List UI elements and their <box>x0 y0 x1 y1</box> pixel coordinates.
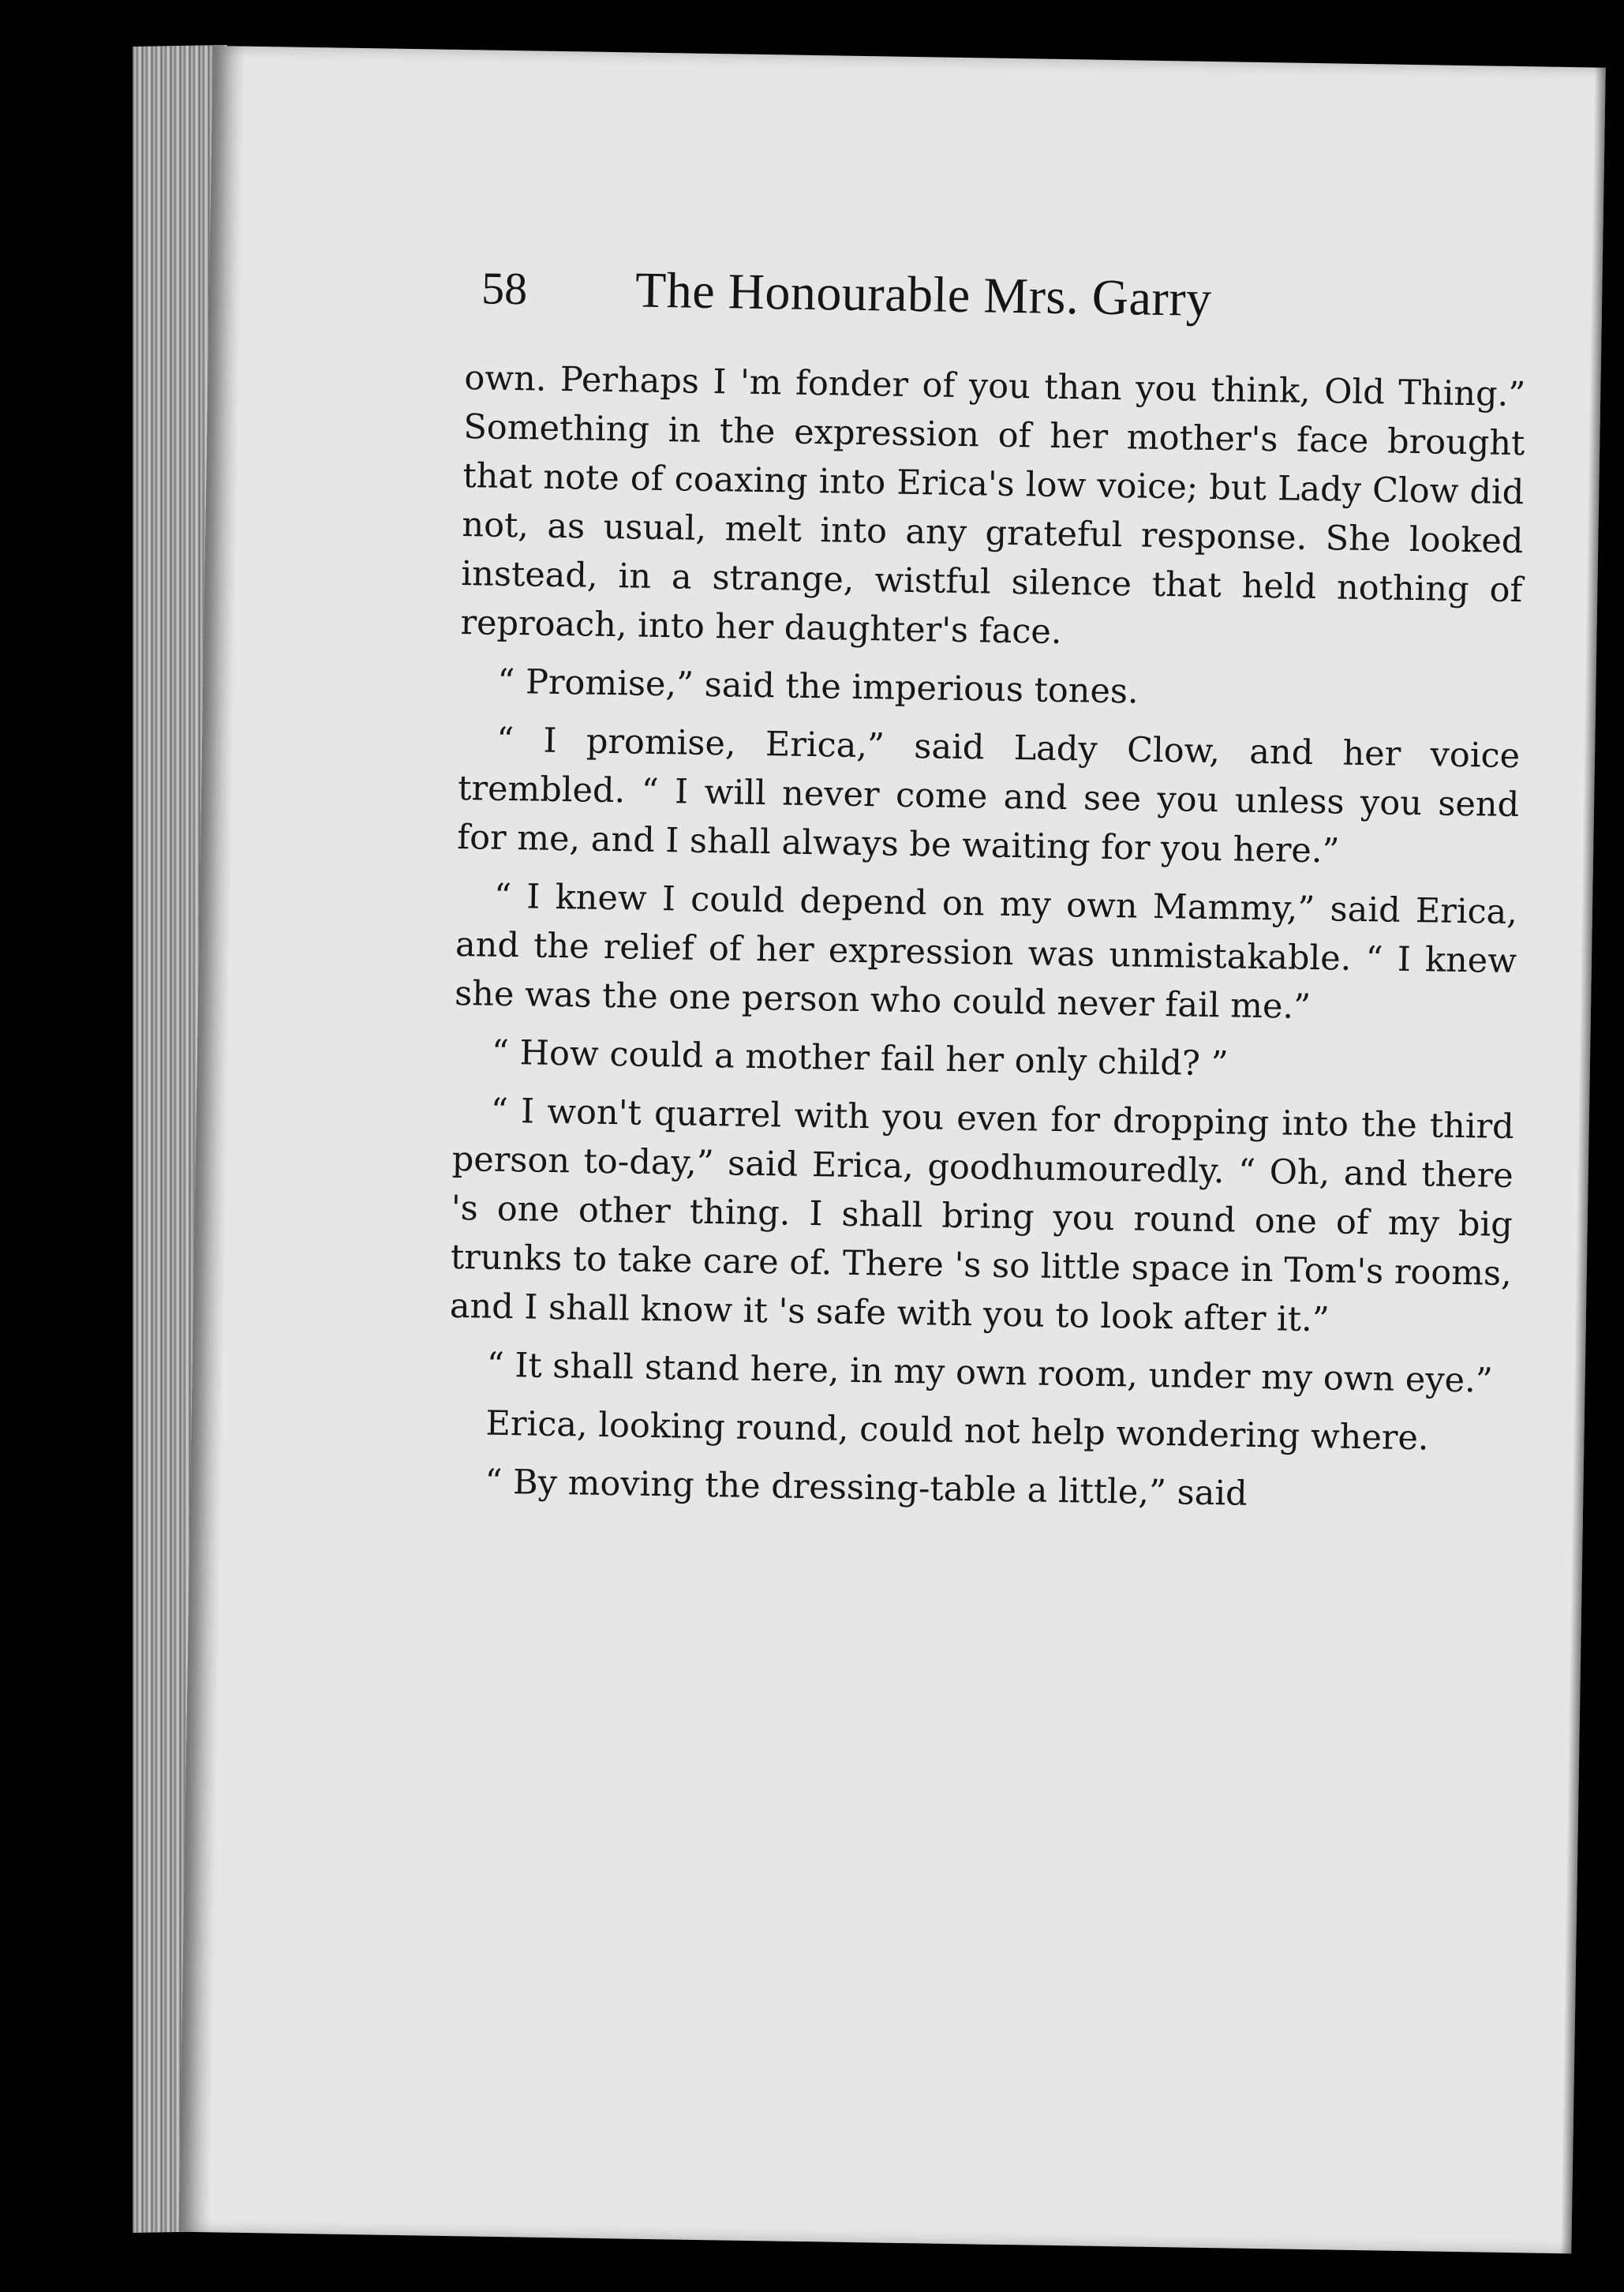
paragraph: “ I promise, Erica,” said Lady Clow, and her voice trembled. “ I will never come and see you unless you send for me, and I shall always be waiting for you here.” <box>456 720 1521 871</box>
paragraph: “ By moving the dressing-table a little,” said <box>485 1462 1248 1514</box>
paragraph: “ I knew I could depend on my own Mammy,” said Erica, and the relief of her expression was unmistakable. “ I knew she was the one person who could never fail me.” <box>454 876 1518 1027</box>
paragraph: “ Promise,” said the imperious tones. <box>496 661 1139 712</box>
book-title: The Honourable Mrs. Garry <box>634 261 1213 327</box>
book-page <box>178 46 1605 2253</box>
paragraph: “ How could a mother fail her only child? ” <box>491 1032 1229 1084</box>
paragraph: own. Perhaps I 'm fonder of you than you think, Old Thing.” Something in the expression of her mother's face brought that note of coaxing into Erica's low voice; but Lady Clow did not, as usual, melt into any grateful response. She looked instead, in a strange, wistful silence that held nothing of reproach, into her daughter's face. <box>460 358 1526 652</box>
running-head <box>481 261 1528 365</box>
page-right-edge <box>1560 68 1606 2254</box>
paragraph: “ I won't quarrel with you even for dropping into the third person to-day,” said Erica, goodhumouredly. “ Oh, and there 's one other thing. I shall bring you round one of my big trunks to take care of. There 's so little space in Tom's rooms, and I shall know it 's safe with you to look after it.” <box>449 1091 1515 1340</box>
paragraph: “ It shall stand here, in my own room, under my own eye.” <box>486 1345 1494 1401</box>
page-number: 58 <box>481 262 528 315</box>
paragraph: Erica, looking round, could not help wondering where. <box>485 1403 1429 1459</box>
body-text <box>447 354 1526 1522</box>
